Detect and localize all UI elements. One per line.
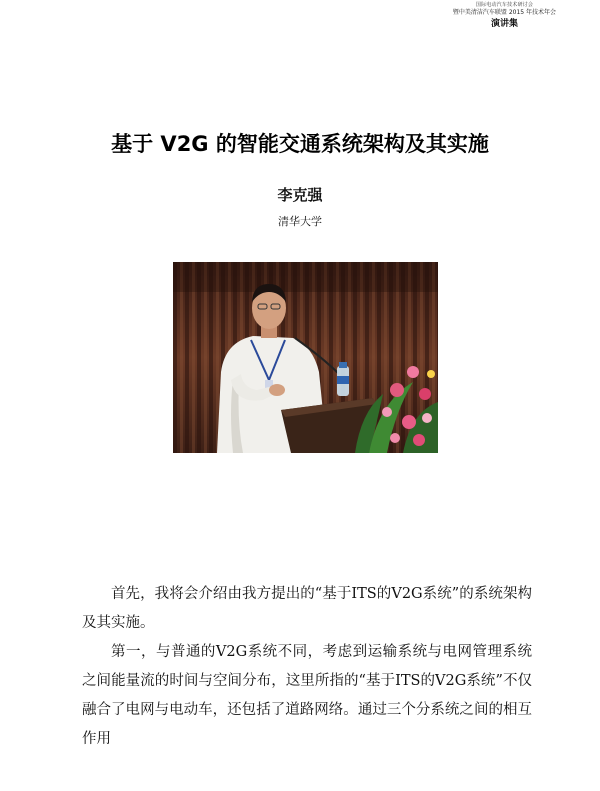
proceedings-header xyxy=(453,2,556,31)
author-affiliation: 清华大学 xyxy=(278,215,322,228)
header-conference: 国际电动汽车技术研讨会 xyxy=(475,2,534,8)
body-text xyxy=(82,580,532,754)
author-name: 李克强 xyxy=(277,186,323,204)
paragraph-1: 首先，我将会介绍由我方提出的“基于ITS的V2G系统”的系统架构及其实施。 xyxy=(82,586,532,631)
header-collection: 演讲集 xyxy=(490,19,518,29)
paragraph-2: 第一，与普通的V2G系统不同，考虑到运输系统与电网管理系统之间能量流的时间与空间分布，这里所指的“基于ITS的V2G系统”不仅融合了电网与电动车，还包括了道路网络。通过三个分系统之间的相互作用 xyxy=(82,644,532,747)
speaker-photo xyxy=(173,262,438,453)
header-conference-sub: 暨中美清洁汽车联盟 2015 年技术年会 xyxy=(452,9,556,16)
paper-title: 基于 V2G 的智能交通系统架构及其实施 xyxy=(111,132,489,156)
